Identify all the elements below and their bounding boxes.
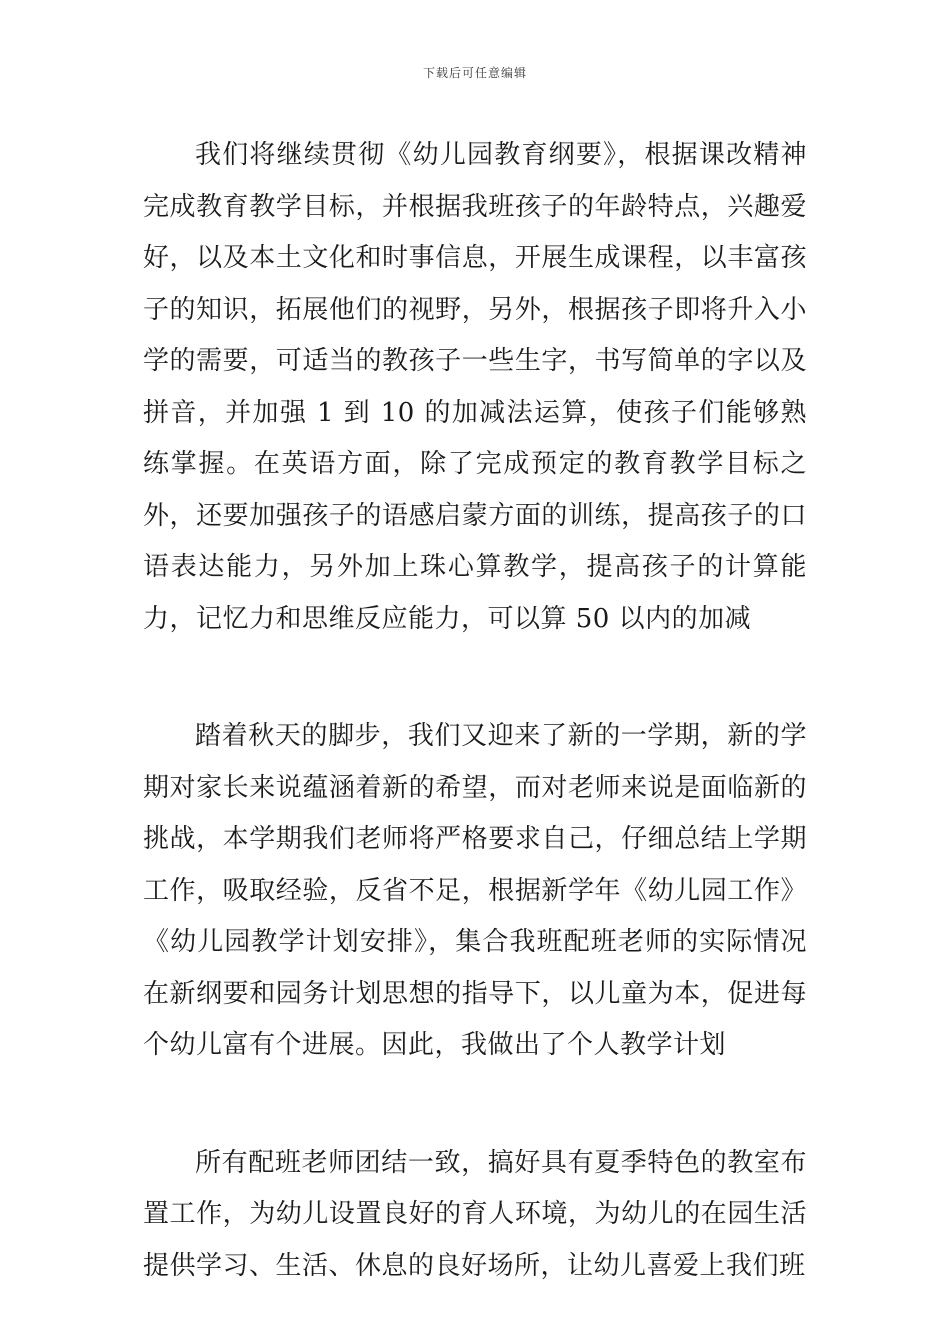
paragraph-1: 我们将继续贯彻《幼儿园教育纲要》，根据课改精神完成教育教学目标，并根据我班孩子的年龄特点，兴趣爱好，以及本土文化和时事信息，开展生成课程，以丰富孩子的知识，拓展他们的视野，另外，根据孩子即将升入小学的需要，可适当的教孩子一些生字，书写简单的字以及拼音，并加强 1 到 10 的加减法运算，使孩子们能够熟练掌握。在英语方面，除了完成预定的教育教学目标之外，还要加强孩子的语感启蒙方面的训练，提高孩子的口语表达能力，另外加上珠心算教学，提高孩子的计算能力，记忆力和思维反应能力，可以算 50 以内的加减 [143,140,807,634]
paragraph-3: 所有配班老师团结一致，搞好具有夏季特色的教室布置工作，为幼儿设置良好的育人环境，为幼儿的在园生活提供学习、生活、休息的良好场所，让幼儿喜爱上我们班 [143,1147,807,1281]
paragraph-2: 踏着秋天的脚步，我们又迎来了新的一学期，新的学期对家长来说蕴涵着新的希望，而对老师来说是面临新的挑战，本学期我们老师将严格要求自己，仔细总结上学期工作，吸取经验，反省不足，根据新学年《幼儿园工作》《幼儿园教学计划安排》，集合我班配班老师的实际情况在新纲要和园务计划思想的指导下，以儿童为本，促进每个幼儿富有个进展。因此，我做出了个人教学计划 [143,721,807,1060]
document-body [143,130,807,1292]
header-note: 下载后可任意编辑 [422,66,527,80]
